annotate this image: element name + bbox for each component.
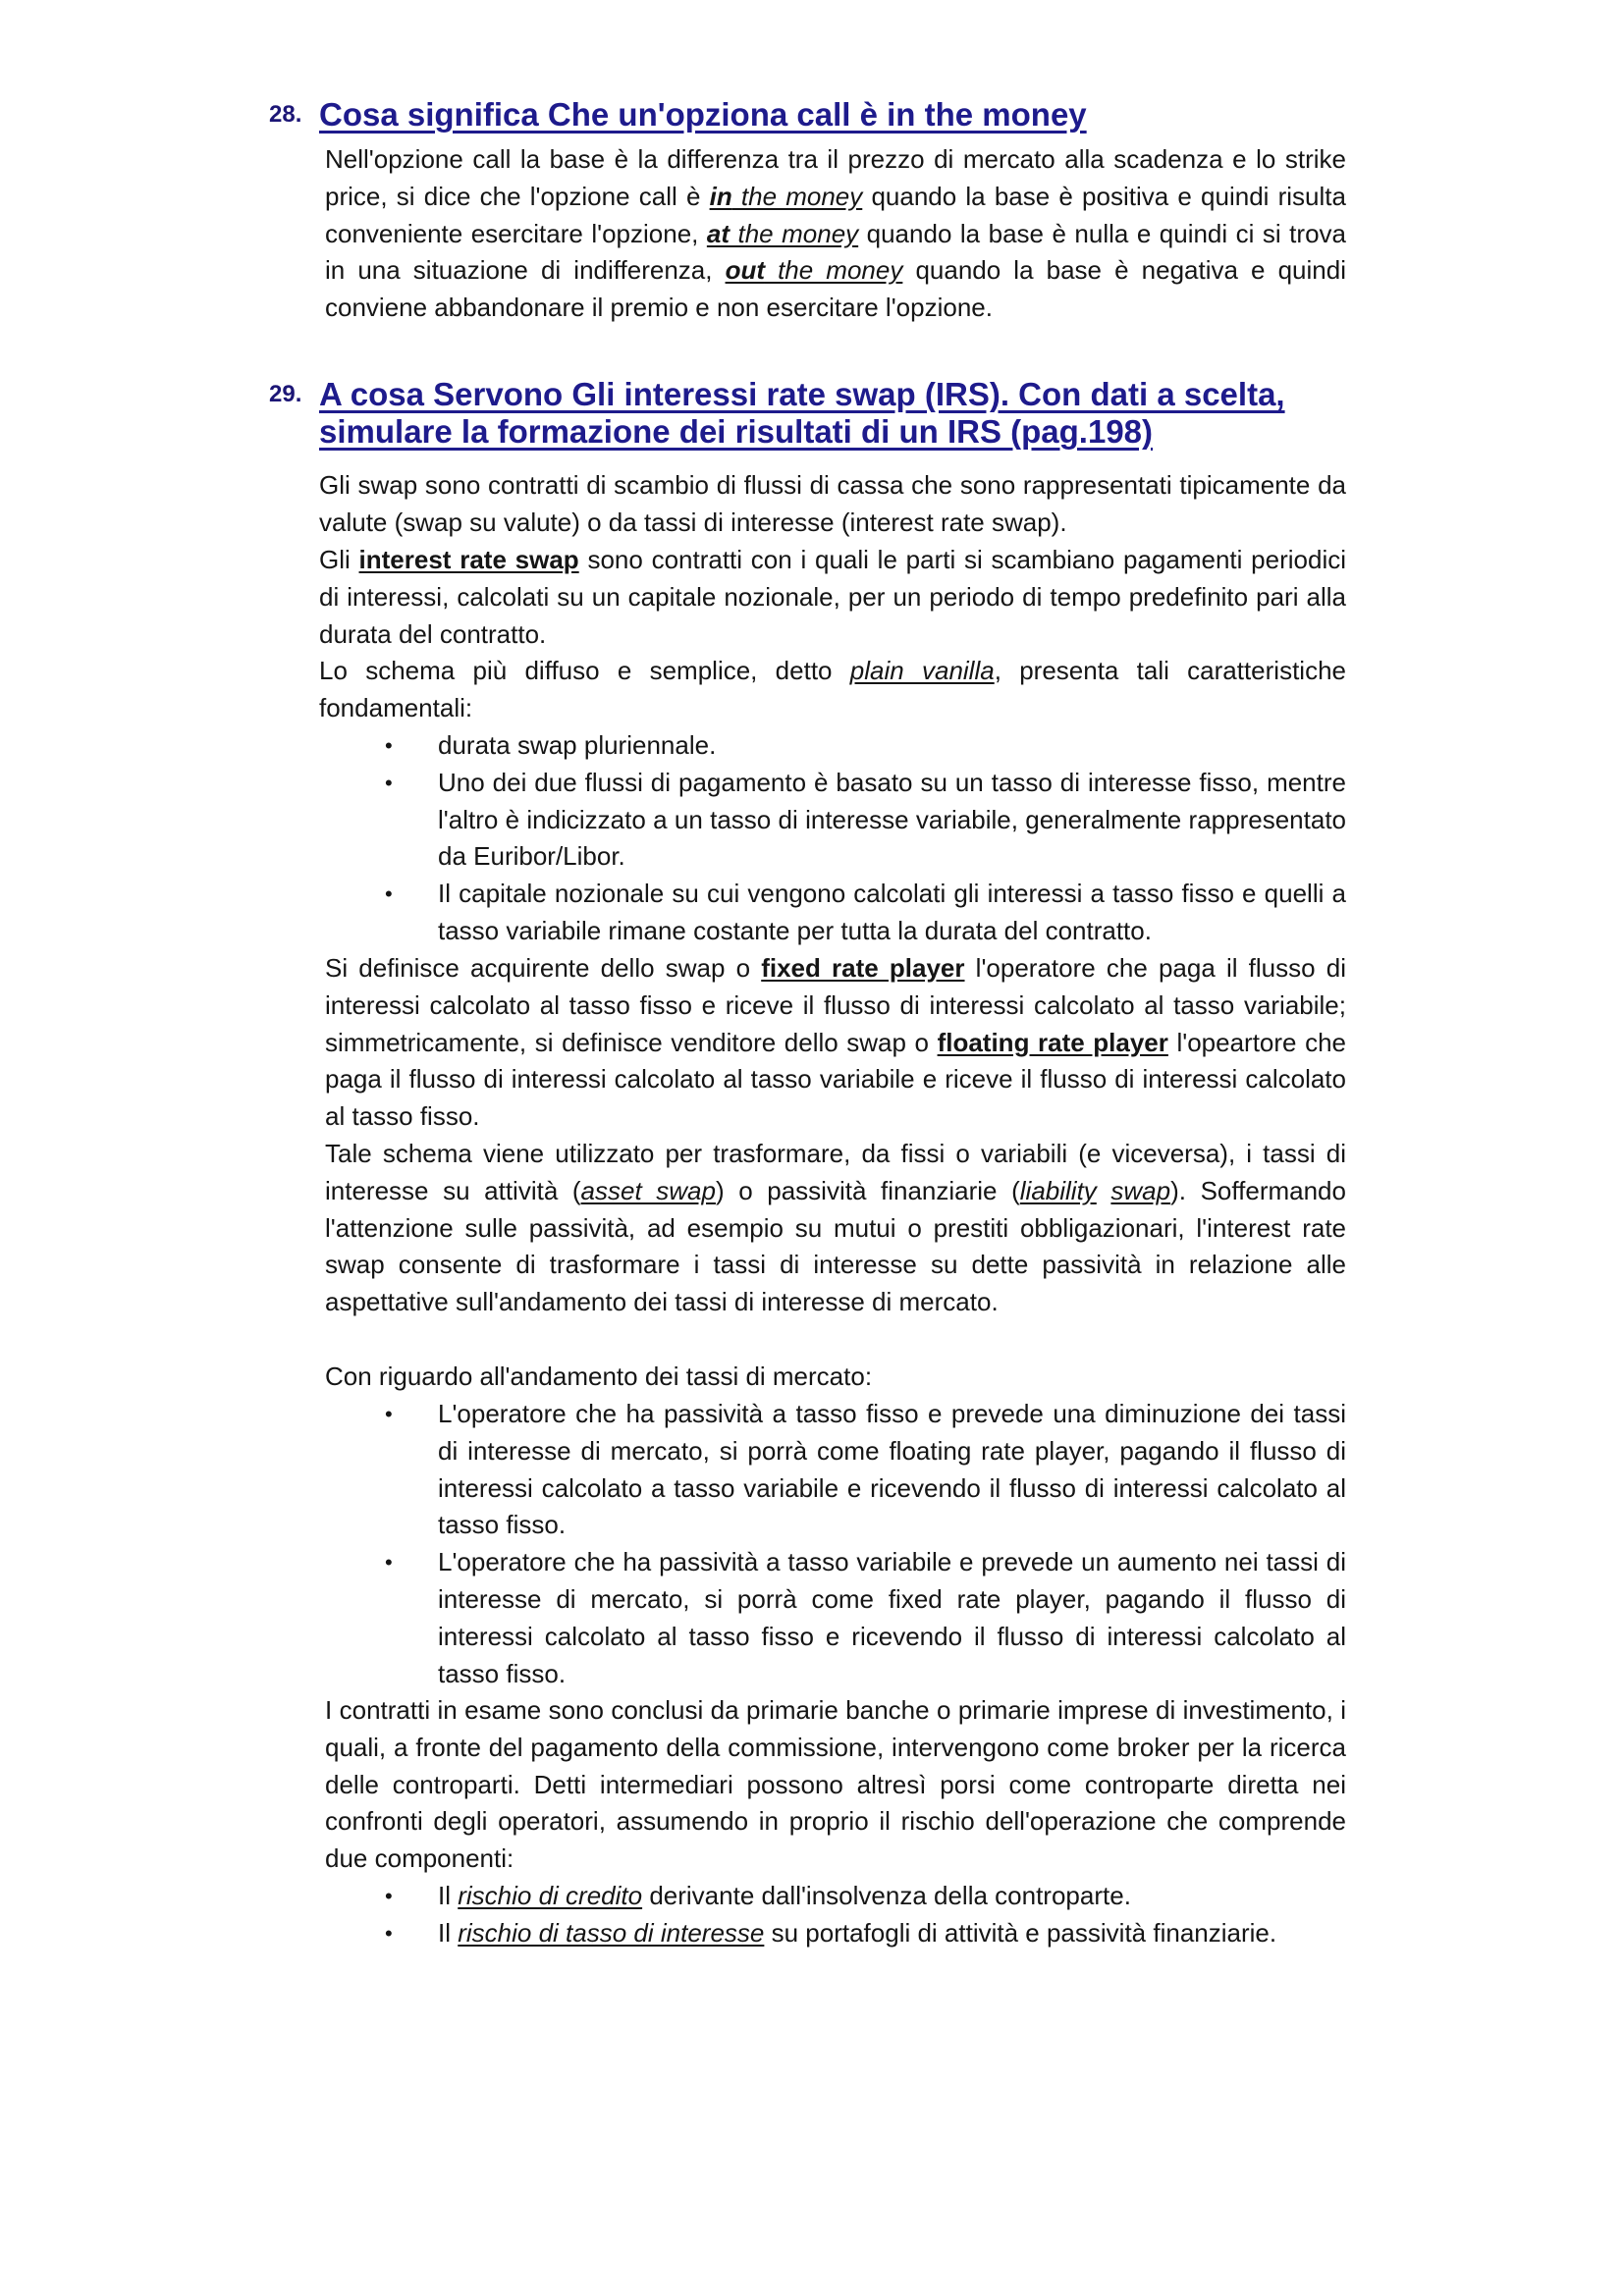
swap-definition-paragraph: Gli swap sono contratti di scambio di flussi di cassa che sono rappresentati tipicamente da valute (swap su valute) o da tassi di interesse (interest rate swap).	[319, 470, 1346, 537]
question-28-title: Cosa significa Che un'opziona call è in the money	[319, 96, 1087, 133]
list-item: • Il capitale nozionale su cui vengono calcolati gli interessi a tasso fisso e quelli a tasso variabile rimane costante per tutta la durata del contratto.	[438, 876, 1346, 950]
list-item: • Il rischio di credito derivante dall'insolvenza della controparte.	[438, 1878, 1346, 1915]
bullet-icon: •	[385, 881, 393, 907]
plain-vanilla-features-list	[385, 727, 1346, 950]
bullet-icon: •	[385, 1550, 393, 1575]
question-28-answer: Nell'opzione call la base è la differenza tra il prezzo di mercato alla scadenza e lo strike price, si dice che l'opzione call è in the money quando la base è positiva e quindi risulta conveniente esercitare l'opzione, at the money quando la base è nulla e quindi ci si trova in una situazione di indifferenza, out the money quando la base è negativa e quindi conviene abbandonare il premio e non esercitare l'opzione.	[325, 144, 1346, 323]
question-29-title: A cosa Servono Gli interessi rate swap (IRS). Con dati a scelta, simulare la formazione dei risultati di un IRS (pag.198)	[319, 376, 1285, 450]
floating-rate-player-term: floating rate player	[937, 1027, 1168, 1057]
fixed-floating-player-paragraph: Si definisce acquirente dello swap o fixed rate player l'operatore che paga il flusso di interessi calcolato al tasso fisso e riceve il flusso di interessi calcolato al tasso variabile; simmetricamente, si definisce venditore dello swap o floating rate player l'opeartore che paga il flusso di interessi calcolato al tasso variabile e riceve il flusso di interessi calcolato al tasso fisso.	[325, 953, 1346, 1132]
asset-liability-swap-paragraph: Tale schema viene utilizzato per trasformare, da fissi o variabili (e viceversa), i tassi di interesse su attività (asset swap) o passività finanziarie (liability swap). Soffermando l'attenzione sulle passività, ad esempio su mutui o prestiti obbligazionari, l'interest rate swap consente di trasformare i tassi di interesse su dette passività in relazione alle aspettative sull'andamento dei tassi di interesse di mercato.	[325, 1139, 1346, 1317]
at-the-money-term: at the money	[706, 218, 859, 248]
interest-rate-swap-term: interest rate swap	[358, 545, 579, 574]
irs-definition-paragraph: Gli interest rate swap sono contratti con i quali le parti si scambiano pagamenti periodici di interessi, calcolati su un capitale nozionale, per un periodo di tempo predefinito pari alla durata del contratto.	[319, 545, 1347, 649]
bullet-icon: •	[385, 1402, 393, 1426]
swap-term: swap	[1110, 1175, 1171, 1205]
question-28-number: 28.	[269, 101, 302, 128]
market-scenarios-list	[385, 1396, 1346, 1692]
list-item: • L'operatore che ha passività a tasso fisso e prevede una diminuzione dei tassi di interesse di mercato, si porrà come floating rate player, pagando il flusso di interessi calcolato a tasso variabile e ricevendo il flusso di interessi calcolato al tasso fisso.	[438, 1396, 1346, 1544]
bullet-icon: •	[385, 1884, 393, 1908]
in-the-money-term: in the money	[709, 181, 863, 211]
liability-term: liability	[1019, 1175, 1097, 1205]
out-the-money-term: out the money	[725, 255, 903, 286]
risk-components-list	[385, 1878, 1346, 1952]
asset-swap-term: asset swap	[580, 1175, 716, 1205]
plain-vanilla-term: plain vanilla	[849, 656, 995, 685]
bullet-icon: •	[385, 1920, 393, 1946]
bullet-icon: •	[385, 733, 393, 758]
question-29-number: 29.	[269, 381, 302, 407]
bullet-icon: •	[385, 770, 393, 795]
interest-rate-risk-term: rischio di tasso di interesse	[458, 1917, 765, 1948]
list-item: • L'operatore che ha passività a tasso variabile e prevede un aumento nei tassi di interesse di mercato, si porrà come fixed rate player, pagando il flusso di interessi calcolato al tasso fisso e ricevendo il flusso di interessi calcolato al tasso fisso.	[438, 1544, 1346, 1692]
list-item: • Il rischio di tasso di interesse su portafogli di attività e passività finanziarie.	[438, 1915, 1346, 1952]
fixed-rate-player-term: fixed rate player	[761, 953, 965, 983]
credit-risk-term: rischio di credito	[458, 1881, 643, 1910]
list-item: • durata swap pluriennale.	[438, 727, 1346, 765]
market-trend-intro: Con riguardo all'andamento dei tassi di mercato:	[325, 1362, 873, 1391]
intermediaries-paragraph: I contratti in esame sono conclusi da primarie banche o primarie imprese di investimento, i quali, a fronte del pagamento della commissione, intervengono come broker per la ricerca delle controparti. Detti intermediari possono altresì porsi come controparte diretta nei confronti degli operatori, assumendo in proprio il rischio dell'operazione che comprende due componenti:	[325, 1695, 1346, 1874]
plain-vanilla-paragraph: Lo schema più diffuso e semplice, detto plain vanilla, presenta tali caratteristiche fondamentali:	[319, 656, 1346, 722]
list-item: • Uno dei due flussi di pagamento è basato su un tasso di interesse fisso, mentre l'altro è indicizzato a un tasso di interesse variabile, generalmente rappresentato da Euribor/Libor.	[438, 765, 1346, 876]
